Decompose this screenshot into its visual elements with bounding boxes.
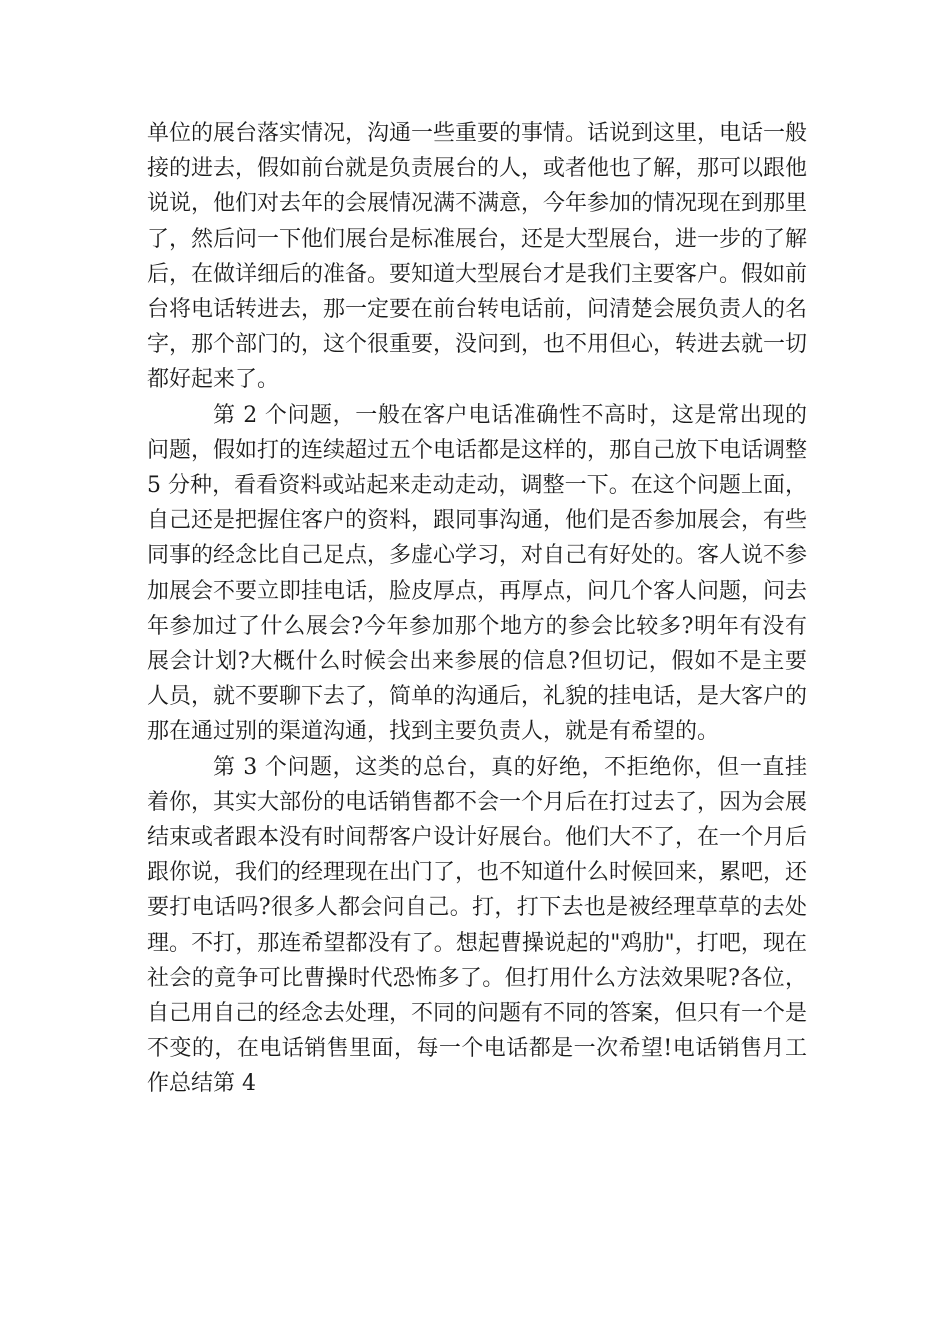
- paragraph-continued: 单位的展台落实情况，沟通一些重要的事情。话说到这里，电话一般接的进去，假如前台就是负责展台的人，或者他也了解，那可以跟他说说，他们对去年的会展情况满不满意，今年参加的情况现在到那里了，然后问一下他们展台是标准展台，还是大型展台，进一步的了解后，在做详细后的准备。要知道大型展台才是我们主要客户。假如前台将电话转进去，那一定要在前台转电话前，问清楚会展负责人的名字，那个部门的，这个很重要，没问到，也不用但心，转进去就一切都好起来了。: [147, 121, 808, 393]
- body-text: [147, 116, 807, 1102]
- paragraph-issue-2: 第 2 个问题，一般在客户电话准确性不高时，这是常出现的问题，假如打的连续超过五个电话都是这样的，那自己放下电话调整 5 分种，看看资料或站起来走动走动，调整一下。在这个问题上面，自己还是把握住客户的资料，跟同事沟通，他们是否参加展会，有些同事的经念比自己足点，多虚心学习，对自己有好处的。客人说不参加展会不要立即挂电话，脸皮厚点，再厚点，问几个客人问题，问去年参加过了什么展会?今年参加那个地方的参会比较多?明年有没有展会计划?大概什么时候会出来参展的信息?但切记，假如不是主要人员，就不要聊下去了，简单的沟通后，礼貌的挂电话，是大客户的那在通过别的渠道沟通，找到主要负责人，就是有希望的。: [147, 402, 808, 745]
- paragraph-issue-3: 第 3 个问题，这类的总台，真的好绝，不拒绝你，但一直挂着你，其实大部份的电话销售都不会一个月后在打过去了，因为会展结束或者跟本没有时间帮客户设计好展台。他们大不了，在一个月后跟你说，我们的经理现在出门了，也不知道什么时候回来，累吧，还要打电话吗?很多人都会问自己。打，打下去也是被经理草草的去处理。不打，那连希望都没有了。想起曹操说起的"鸡肋"，打吧，现在社会的竟争可比曹操时代恐怖多了。但打用什么方法效果呢?各位，自己用自己的经念去处理，不同的问题有不同的答案，但只有一个是不变的，在电话销售里面，每一个电话都是一次希望!电话销售月工作总结第 4: [147, 754, 808, 1097]
